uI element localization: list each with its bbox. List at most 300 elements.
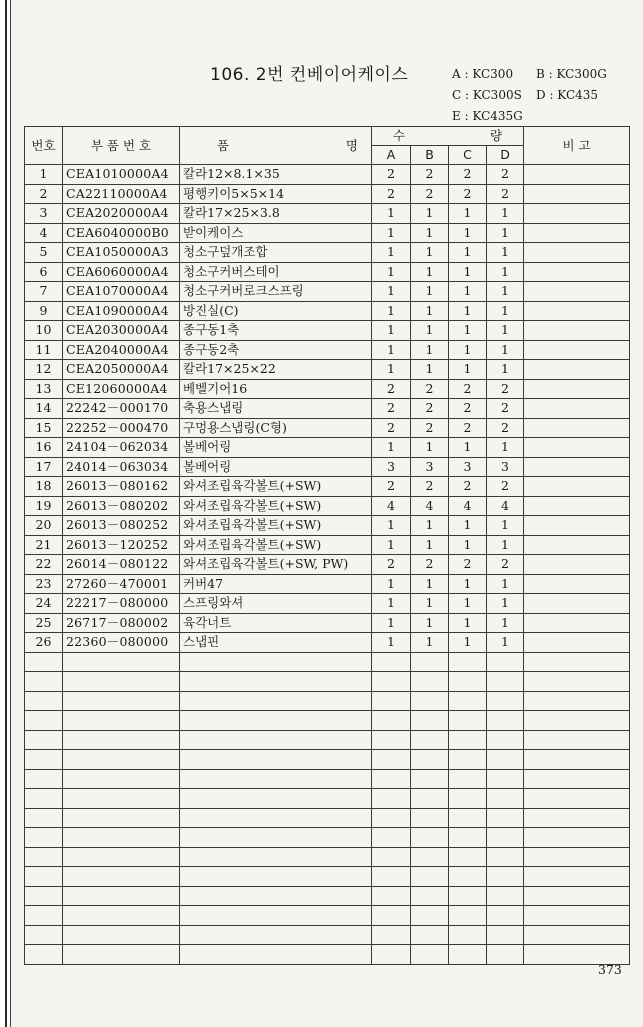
cell-no: 13 [25,379,63,399]
empty-cell [487,730,524,750]
cell-qty-c: 1 [449,204,487,224]
cell-remarks [524,574,630,594]
cell-remarks [524,360,630,380]
table-row [25,379,630,399]
cell-name: 와셔조립육각볼트(+SW) [180,496,372,516]
empty-row [25,828,630,848]
cell-no: 22 [25,555,63,575]
cell-name: 와셔조립육각볼트(+SW) [180,477,372,497]
empty-cell [25,945,63,965]
header-qty-b: B [411,146,449,165]
cell-part-no: 24104－062034 [63,438,180,458]
cell-qty-d: 1 [487,301,524,321]
empty-cell [180,808,372,828]
empty-cell [180,652,372,672]
header-quantity: 수 량 [372,127,524,146]
empty-cell [487,925,524,945]
cell-remarks [524,165,630,185]
table-row [25,574,630,594]
cell-qty-a: 2 [372,399,411,419]
cell-no: 25 [25,613,63,633]
model-b: B : KC300G [536,67,607,81]
empty-cell [449,808,487,828]
empty-cell [524,808,630,828]
cell-name: 커버47 [180,574,372,594]
empty-cell [449,652,487,672]
cell-qty-b: 1 [411,282,449,302]
cell-part-no: 27260－470001 [63,574,180,594]
table-row [25,555,630,575]
empty-cell [25,730,63,750]
cell-part-no: 26013－120252 [63,535,180,555]
empty-cell [524,652,630,672]
cell-qty-a: 2 [372,165,411,185]
table-row [25,360,630,380]
empty-cell [487,867,524,887]
empty-cell [63,691,180,711]
empty-cell [63,750,180,770]
empty-cell [63,925,180,945]
cell-name: 축용스냅링 [180,399,372,419]
empty-cell [411,730,449,750]
header-qty-d: D [487,146,524,165]
empty-cell [449,789,487,809]
table-row [25,438,630,458]
model-d: D : KC435 [536,88,599,102]
empty-cell [372,925,411,945]
cell-qty-a: 1 [372,574,411,594]
empty-cell [63,672,180,692]
cell-qty-b: 1 [411,574,449,594]
cell-qty-c: 1 [449,594,487,614]
cell-no: 9 [25,301,63,321]
empty-cell [524,672,630,692]
empty-cell [372,769,411,789]
model-e: E : KC435G [452,109,523,123]
header-qty-a: A [372,146,411,165]
cell-qty-c: 1 [449,223,487,243]
empty-cell [180,847,372,867]
cell-qty-b: 2 [411,555,449,575]
empty-cell [372,672,411,692]
cell-qty-a: 3 [372,457,411,477]
cell-qty-a: 1 [372,613,411,633]
cell-qty-d: 1 [487,535,524,555]
table-row [25,282,630,302]
cell-part-no: CEA1090000A4 [63,301,180,321]
empty-cell [372,691,411,711]
table-row [25,223,630,243]
empty-cell [524,925,630,945]
cell-name: 볼베어링 [180,457,372,477]
empty-row [25,789,630,809]
cell-qty-b: 1 [411,613,449,633]
empty-cell [449,711,487,731]
empty-cell [372,847,411,867]
cell-qty-a: 2 [372,477,411,497]
table-row [25,399,630,419]
cell-no: 18 [25,477,63,497]
empty-cell [25,808,63,828]
cell-name: 육각너트 [180,613,372,633]
cell-qty-d: 1 [487,594,524,614]
empty-cell [411,789,449,809]
cell-no: 11 [25,340,63,360]
empty-cell [487,789,524,809]
cell-qty-b: 1 [411,243,449,263]
cell-qty-d: 1 [487,204,524,224]
empty-cell [25,847,63,867]
empty-cell [524,906,630,926]
cell-name: 베벨기어16 [180,379,372,399]
cell-no: 14 [25,399,63,419]
cell-name: 칼라17×25×3.8 [180,204,372,224]
empty-row [25,906,630,926]
cell-name: 청소구커버로크스프링 [180,282,372,302]
empty-cell [524,769,630,789]
cell-no: 19 [25,496,63,516]
empty-row [25,652,630,672]
cell-qty-d: 1 [487,262,524,282]
cell-no: 2 [25,184,63,204]
empty-cell [449,672,487,692]
empty-cell [180,769,372,789]
cell-name: 청소구덮개조합 [180,243,372,263]
empty-row [25,808,630,828]
cell-qty-d: 1 [487,360,524,380]
empty-cell [25,711,63,731]
cell-part-no: CEA2040000A4 [63,340,180,360]
cell-qty-c: 1 [449,516,487,536]
empty-cell [411,769,449,789]
cell-qty-c: 1 [449,574,487,594]
cell-no: 20 [25,516,63,536]
empty-cell [25,789,63,809]
cell-qty-d: 1 [487,321,524,341]
cell-name: 받이케이스 [180,223,372,243]
empty-cell [487,711,524,731]
empty-cell [524,750,630,770]
table-row [25,477,630,497]
cell-qty-c: 4 [449,496,487,516]
empty-row [25,750,630,770]
cell-qty-d: 2 [487,184,524,204]
empty-cell [63,828,180,848]
cell-qty-c: 1 [449,243,487,263]
cell-name: 방진실(C) [180,301,372,321]
cell-part-no: CEA2030000A4 [63,321,180,341]
empty-cell [25,828,63,848]
table-row [25,204,630,224]
cell-remarks [524,262,630,282]
cell-part-no: 26013－080162 [63,477,180,497]
empty-cell [63,730,180,750]
cell-remarks [524,223,630,243]
empty-cell [449,906,487,926]
cell-qty-c: 1 [449,282,487,302]
cell-name: 평행키이5×5×14 [180,184,372,204]
empty-row [25,730,630,750]
cell-qty-c: 2 [449,379,487,399]
cell-part-no: CEA1050000A3 [63,243,180,263]
empty-cell [180,906,372,926]
cell-no: 1 [25,165,63,185]
empty-cell [372,711,411,731]
cell-qty-d: 1 [487,340,524,360]
cell-qty-a: 1 [372,535,411,555]
empty-cell [524,847,630,867]
empty-cell [449,886,487,906]
cell-remarks [524,535,630,555]
empty-cell [449,828,487,848]
cell-remarks [524,204,630,224]
cell-part-no: 22242－000170 [63,399,180,419]
binding-edge [0,0,12,1027]
empty-cell [411,711,449,731]
empty-cell [25,906,63,926]
cell-qty-a: 1 [372,243,411,263]
empty-cell [63,847,180,867]
header-qty-c: C [449,146,487,165]
cell-no: 15 [25,418,63,438]
empty-cell [180,925,372,945]
empty-cell [449,867,487,887]
cell-qty-c: 3 [449,457,487,477]
cell-qty-b: 1 [411,535,449,555]
empty-cell [411,867,449,887]
table-row [25,457,630,477]
cell-remarks [524,457,630,477]
empty-cell [180,886,372,906]
cell-qty-a: 1 [372,594,411,614]
empty-row [25,691,630,711]
cell-remarks [524,477,630,497]
cell-part-no: CA22110000A4 [63,184,180,204]
empty-cell [180,750,372,770]
cell-qty-c: 1 [449,633,487,653]
page-number: 373 [598,962,622,977]
empty-cell [449,750,487,770]
empty-cell [25,691,63,711]
empty-cell [487,750,524,770]
cell-qty-c: 2 [449,399,487,419]
header-part-no: 부 품 번 호 [63,127,180,165]
cell-qty-d: 2 [487,477,524,497]
cell-name: 와셔조립육각볼트(+SW, PW) [180,555,372,575]
cell-no: 3 [25,204,63,224]
cell-part-no: 22252－000470 [63,418,180,438]
cell-qty-a: 1 [372,301,411,321]
cell-qty-b: 2 [411,399,449,419]
empty-cell [449,945,487,965]
cell-qty-a: 1 [372,438,411,458]
empty-cell [487,769,524,789]
empty-cell [411,808,449,828]
cell-qty-a: 2 [372,184,411,204]
cell-part-no: 22217－080000 [63,594,180,614]
cell-remarks [524,399,630,419]
empty-cell [411,652,449,672]
cell-qty-a: 4 [372,496,411,516]
cell-remarks [524,184,630,204]
empty-cell [524,730,630,750]
cell-qty-b: 1 [411,438,449,458]
cell-qty-d: 1 [487,613,524,633]
model-c: C : KC300S [452,88,522,102]
cell-qty-d: 3 [487,457,524,477]
table-row [25,535,630,555]
empty-cell [411,691,449,711]
cell-part-no: CEA1070000A4 [63,282,180,302]
cell-qty-a: 1 [372,360,411,380]
cell-qty-c: 1 [449,613,487,633]
empty-cell [25,769,63,789]
cell-qty-b: 3 [411,457,449,477]
cell-remarks [524,418,630,438]
cell-qty-b: 4 [411,496,449,516]
cell-no: 4 [25,223,63,243]
cell-qty-b: 1 [411,223,449,243]
cell-part-no: 26717－080002 [63,613,180,633]
cell-part-no: CEA2020000A4 [63,204,180,224]
cell-qty-b: 1 [411,262,449,282]
empty-cell [372,906,411,926]
table-row [25,184,630,204]
cell-remarks [524,340,630,360]
cell-qty-c: 2 [449,165,487,185]
empty-cell [180,672,372,692]
cell-no: 12 [25,360,63,380]
empty-cell [180,945,372,965]
empty-cell [524,867,630,887]
cell-qty-c: 1 [449,262,487,282]
cell-name: 볼베어링 [180,438,372,458]
empty-cell [372,652,411,672]
cell-part-no: CEA2050000A4 [63,360,180,380]
parts-body [25,165,630,965]
cell-part-no: 26013－080202 [63,496,180,516]
cell-qty-b: 1 [411,204,449,224]
cell-qty-b: 1 [411,516,449,536]
empty-cell [411,925,449,945]
table-row [25,340,630,360]
empty-cell [449,769,487,789]
cell-qty-b: 2 [411,477,449,497]
empty-cell [411,750,449,770]
empty-cell [63,886,180,906]
empty-cell [63,808,180,828]
cell-name: 구멍용스냅링(C형) [180,418,372,438]
cell-qty-d: 1 [487,223,524,243]
empty-cell [487,945,524,965]
parts-table [24,126,630,965]
empty-cell [25,672,63,692]
cell-name: 청소구커버스테이 [180,262,372,282]
empty-cell [180,789,372,809]
cell-qty-c: 1 [449,360,487,380]
empty-cell [63,789,180,809]
empty-cell [25,867,63,887]
cell-no: 26 [25,633,63,653]
cell-remarks [524,438,630,458]
table-row [25,594,630,614]
cell-qty-d: 2 [487,165,524,185]
header-name: 품 명 [180,127,372,165]
cell-part-no: 26013－080252 [63,516,180,536]
cell-no: 23 [25,574,63,594]
cell-remarks [524,594,630,614]
cell-name: 칼라12×8.1×35 [180,165,372,185]
empty-cell [449,847,487,867]
cell-qty-c: 2 [449,555,487,575]
cell-qty-a: 1 [372,340,411,360]
empty-cell [372,789,411,809]
cell-part-no: CEA6040000B0 [63,223,180,243]
empty-cell [411,828,449,848]
cell-qty-c: 1 [449,301,487,321]
cell-qty-a: 1 [372,204,411,224]
cell-remarks [524,555,630,575]
empty-cell [25,652,63,672]
empty-row [25,886,630,906]
cell-remarks [524,243,630,263]
cell-qty-b: 1 [411,633,449,653]
cell-qty-a: 1 [372,321,411,341]
empty-row [25,945,630,965]
cell-qty-b: 1 [411,340,449,360]
cell-name: 와셔조립육각볼트(+SW) [180,535,372,555]
cell-name: 칼라17×25×22 [180,360,372,380]
cell-qty-b: 2 [411,379,449,399]
cell-remarks [524,496,630,516]
empty-cell [487,672,524,692]
cell-no: 17 [25,457,63,477]
cell-qty-d: 2 [487,379,524,399]
empty-cell [449,925,487,945]
empty-cell [63,652,180,672]
header-remarks: 비 고 [524,127,630,165]
table-row [25,165,630,185]
cell-qty-d: 2 [487,418,524,438]
empty-cell [411,886,449,906]
cell-part-no: 26014－080122 [63,555,180,575]
cell-qty-a: 2 [372,555,411,575]
cell-qty-c: 1 [449,438,487,458]
cell-name: 종구동2축 [180,340,372,360]
cell-no: 6 [25,262,63,282]
empty-cell [180,828,372,848]
empty-cell [524,828,630,848]
cell-remarks [524,379,630,399]
cell-qty-c: 2 [449,184,487,204]
empty-cell [372,886,411,906]
empty-cell [63,711,180,731]
table-row [25,633,630,653]
cell-remarks [524,633,630,653]
empty-cell [372,945,411,965]
cell-qty-c: 1 [449,321,487,341]
cell-qty-d: 1 [487,282,524,302]
empty-cell [449,691,487,711]
cell-no: 16 [25,438,63,458]
empty-cell [25,925,63,945]
model-a: A : KC300 [452,67,514,81]
header-no: 번호 [25,127,63,165]
empty-cell [63,769,180,789]
empty-cell [487,906,524,926]
cell-part-no: CEA1010000A4 [63,165,180,185]
empty-row [25,925,630,945]
